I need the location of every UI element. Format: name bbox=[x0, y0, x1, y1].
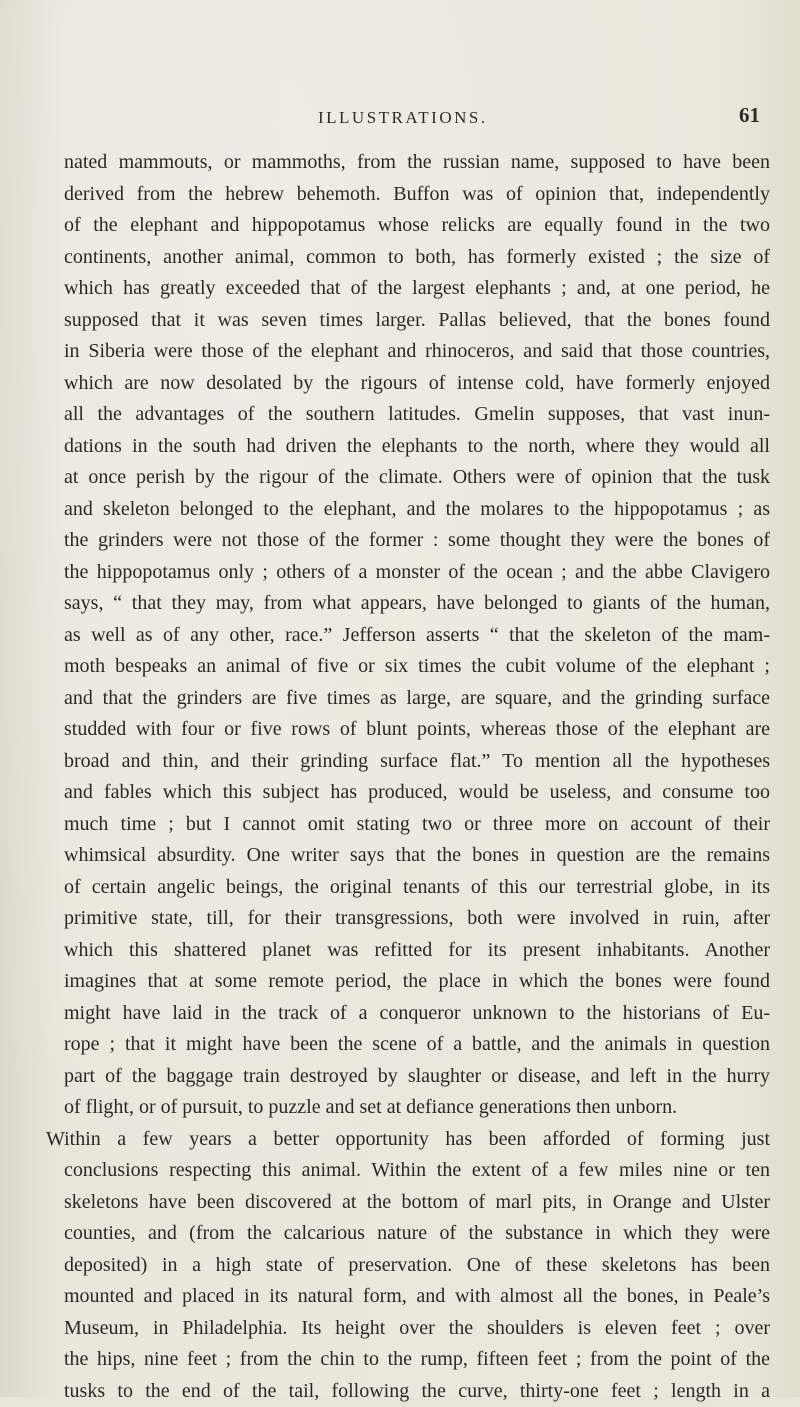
text-line: skeletons have been discovered at the bottom of marl pits, in Orange and Ulster bbox=[64, 1191, 770, 1213]
text-line: tusks to the end of the tail, following the curve, thirty-one feet ; length in a bbox=[64, 1380, 770, 1402]
text-line: Museum, in Philadelphia. Its height over the shoulders is eleven feet ; over bbox=[64, 1317, 770, 1339]
text-line: whimsical absurdity. One writer says that the bones in question are the remains bbox=[64, 844, 770, 866]
text-line: studded with four or five rows of blunt points, whereas those of the elephant are bbox=[64, 718, 770, 740]
text-line: which are now desolated by the rigours of intense cold, have formerly enjoyed bbox=[64, 372, 770, 394]
text-line: and that the grinders are five times as large, are square, and the grinding surface bbox=[64, 687, 770, 709]
text-line: derived from the hebrew behemoth. Buffon was of opinion that, independently bbox=[64, 183, 770, 205]
text-line: Within a few years a better opportunity has been afforded of forming just bbox=[46, 1128, 770, 1150]
text-line: deposited) in a high state of preservation. One of these skeletons has been bbox=[64, 1254, 770, 1276]
text-line: imagines that at some remote period, the place in which the bones were found bbox=[64, 970, 770, 992]
text-line: says, “ that they may, from what appears, have belonged to giants of the human, bbox=[64, 592, 770, 614]
text-line: supposed that it was seven times larger. Pallas believed, that the bones found bbox=[64, 309, 770, 331]
text-line: primitive state, till, for their transgressions, both were involved in ruin, after bbox=[64, 907, 770, 929]
text-line: of certain angelic beings, the original tenants of this our terrestrial globe, in its bbox=[64, 876, 770, 898]
running-title: ILLUSTRATIONS. bbox=[318, 108, 488, 127]
text-line: counties, and (from the calcarious nature of the substance in which they were bbox=[64, 1222, 770, 1244]
text-line: the hips, nine feet ; from the chin to the rump, fifteen feet ; from the point of the bbox=[64, 1348, 770, 1370]
text-line: of the elephant and hippopotamus whose relicks are equally found in the two bbox=[64, 214, 770, 236]
text-line: as well as of any other, race.” Jefferson asserts “ that the skeleton of the mam- bbox=[64, 624, 770, 646]
text-line: dations in the south had driven the elephants to the north, where they would all bbox=[64, 435, 770, 457]
text-line: much time ; but I cannot omit stating two or three more on account of their bbox=[64, 813, 770, 835]
text-line: might have laid in the track of a conqueror unknown to the historians of Eu- bbox=[64, 1002, 770, 1024]
text-line: the grinders were not those of the former : some thought they were the bones of bbox=[64, 529, 770, 551]
text-line: mounted and placed in its natural form, and with almost all the bones, in Peale’s bbox=[64, 1285, 770, 1307]
text-line: at once perish by the rigour of the climate. Others were of opinion that the tusk bbox=[64, 466, 770, 488]
text-line: in Siberia were those of the elephant and rhinoceros, and said that those countries, bbox=[64, 340, 770, 362]
text-line: the hippopotamus only ; others of a monster of the ocean ; and the abbe Clavigero bbox=[64, 561, 770, 583]
text-line: which has greatly exceeded that of the largest elephants ; and, at one period, he bbox=[64, 277, 770, 299]
text-line: nated mammouts, or mammoths, from the russian name, supposed to have been bbox=[64, 151, 770, 173]
text-line: rope ; that it might have been the scene of a battle, and the animals in question bbox=[64, 1033, 770, 1055]
text-line: broad and thin, and their grinding surface flat.” To mention all the hypotheses bbox=[64, 750, 770, 772]
text-line: moth bespeaks an animal of five or six times the cubit volume of the elephant ; bbox=[64, 655, 770, 677]
text-line: and skeleton belonged to the elephant, and the molares to the hippopotamus ; as bbox=[64, 498, 770, 520]
text-line: conclusions respecting this animal. Within the extent of a few miles nine or ten bbox=[64, 1159, 770, 1181]
text-line: which this shattered planet was refitted for its present inhabitants. Another bbox=[64, 939, 770, 961]
text-line: part of the baggage train destroyed by slaughter or disease, and left in the hurry bbox=[64, 1065, 770, 1087]
text-line: all the advantages of the southern latitudes. Gmelin supposes, that vast inun- bbox=[64, 403, 770, 425]
page-header bbox=[0, 103, 800, 138]
text-line: of flight, or of pursuit, to puzzle and set at defiance generations then unborn. bbox=[64, 1096, 678, 1118]
page-number: 61 bbox=[739, 103, 760, 127]
text-line: and fables which this subject has produced, would be useless, and consume too bbox=[64, 781, 770, 803]
text-line: continents, another animal, common to both, has formerly existed ; the size of bbox=[64, 246, 770, 268]
